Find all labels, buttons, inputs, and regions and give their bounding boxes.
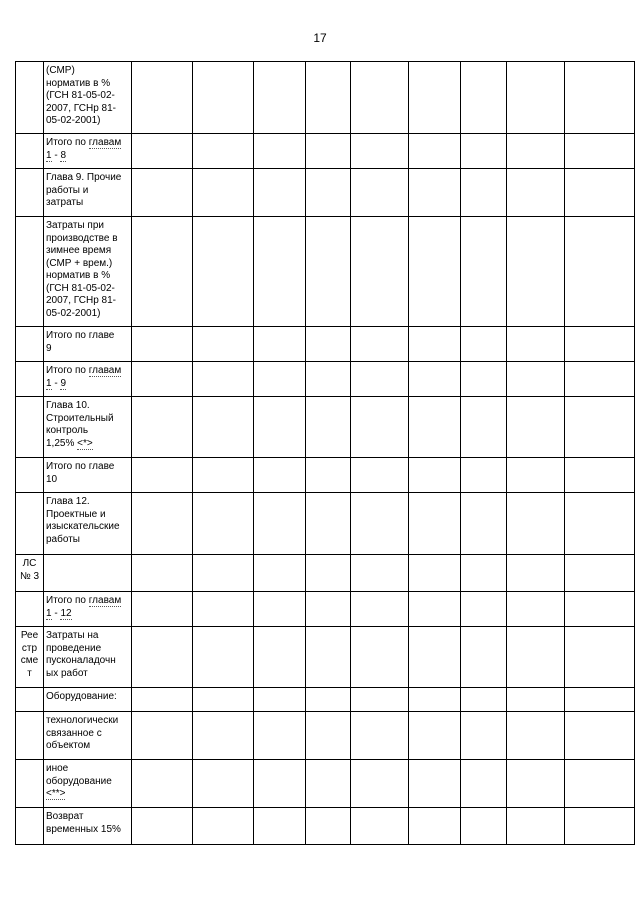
row-description-cell: [44, 397, 132, 458]
row-description-cell: [44, 688, 132, 712]
empty-value-cell: [409, 555, 461, 592]
empty-value-cell: [254, 592, 306, 627]
empty-value-cell: [409, 592, 461, 627]
table-row: [16, 760, 635, 808]
reference-link[interactable]: главам: [88, 365, 122, 376]
empty-value-cell: [565, 627, 635, 688]
empty-value-cell: [306, 397, 351, 458]
row-code-cell: [16, 808, 44, 845]
empty-value-cell: [461, 62, 507, 134]
empty-value-cell: [193, 627, 254, 688]
empty-value-cell: [132, 688, 193, 712]
empty-value-cell: [461, 362, 507, 397]
empty-value-cell: [306, 760, 351, 808]
row-description-cell: [44, 327, 132, 362]
table-row: [16, 217, 635, 327]
empty-value-cell: [306, 808, 351, 845]
empty-value-cell: [409, 397, 461, 458]
empty-value-cell: [351, 555, 409, 592]
empty-value-cell: [461, 688, 507, 712]
empty-value-cell: [132, 592, 193, 627]
row-code-cell: [16, 327, 44, 362]
empty-value-cell: [351, 397, 409, 458]
reference-link[interactable]: 9: [60, 377, 67, 389]
empty-value-cell: [193, 712, 254, 760]
empty-value-cell: [461, 555, 507, 592]
row-code-cell: [16, 458, 44, 493]
description-text: технологически связанное с объектом: [46, 715, 119, 751]
description-text: Возврат временных 15%: [46, 811, 121, 835]
row-code-cell: [16, 134, 44, 169]
empty-value-cell: [461, 712, 507, 760]
description-text: Итого по: [46, 595, 89, 606]
empty-value-cell: [306, 134, 351, 169]
description-text: Затраты при производстве в зимнее время (СМР + врем.) норматив в % (ГСН 81-05-02- 2007, ГСНр 81- 05-02-2001): [46, 220, 118, 319]
empty-value-cell: [306, 62, 351, 134]
empty-value-cell: [461, 134, 507, 169]
empty-value-cell: [409, 688, 461, 712]
empty-value-cell: [409, 169, 461, 217]
row-description-cell: [44, 134, 132, 169]
description-text: -: [51, 149, 61, 161]
empty-value-cell: [306, 493, 351, 555]
row-code-cell: [16, 169, 44, 217]
description-text: иное оборудование: [46, 763, 112, 787]
empty-value-cell: [254, 627, 306, 688]
empty-value-cell: [565, 458, 635, 493]
empty-value-cell: [132, 627, 193, 688]
empty-value-cell: [507, 555, 565, 592]
row-description-cell: [44, 712, 132, 760]
empty-value-cell: [306, 627, 351, 688]
empty-value-cell: [507, 217, 565, 327]
table-row: [16, 592, 635, 627]
empty-value-cell: [193, 808, 254, 845]
empty-value-cell: [193, 688, 254, 712]
empty-value-cell: [409, 760, 461, 808]
empty-value-cell: [254, 712, 306, 760]
empty-value-cell: [132, 134, 193, 169]
empty-value-cell: [132, 327, 193, 362]
empty-value-cell: [565, 62, 635, 134]
description-text: (СМР) норматив в % (ГСН 81-05-02- 2007, ГСНр 81- 05-02-2001): [46, 65, 117, 126]
row-code-cell: [16, 688, 44, 712]
empty-value-cell: [306, 592, 351, 627]
empty-value-cell: [507, 134, 565, 169]
empty-value-cell: [565, 555, 635, 592]
row-code-cell: [16, 592, 44, 627]
row-description-cell: [44, 555, 132, 592]
table-row: [16, 555, 635, 592]
empty-value-cell: [351, 808, 409, 845]
empty-value-cell: [507, 327, 565, 362]
empty-value-cell: [193, 592, 254, 627]
empty-value-cell: [254, 217, 306, 327]
row-code-cell: ЛС № 3: [16, 555, 44, 592]
empty-value-cell: [306, 458, 351, 493]
empty-value-cell: [507, 362, 565, 397]
description-text: Затраты на проведение пусконаладочн ых работ: [46, 630, 116, 679]
empty-value-cell: [565, 808, 635, 845]
empty-value-cell: [254, 134, 306, 169]
empty-value-cell: [409, 362, 461, 397]
description-text: Глава 9. Прочие работы и затраты: [46, 172, 122, 208]
row-code-cell: [16, 760, 44, 808]
empty-value-cell: [193, 62, 254, 134]
table-row: [16, 493, 635, 555]
row-code-cell: Рее стр сме т: [16, 627, 44, 688]
row-description-cell: [44, 592, 132, 627]
empty-value-cell: [254, 458, 306, 493]
empty-value-cell: [351, 169, 409, 217]
empty-value-cell: [254, 169, 306, 217]
empty-value-cell: [565, 712, 635, 760]
page-number: 17: [313, 31, 327, 45]
row-description-cell: [44, 627, 132, 688]
empty-value-cell: [132, 217, 193, 327]
empty-value-cell: [254, 760, 306, 808]
row-description-cell: [44, 808, 132, 845]
description-text: -: [51, 607, 61, 619]
table-row: [16, 712, 635, 760]
empty-value-cell: [565, 688, 635, 712]
empty-value-cell: [565, 169, 635, 217]
empty-value-cell: [507, 760, 565, 808]
reference-link[interactable]: 12: [60, 607, 72, 619]
empty-value-cell: [254, 327, 306, 362]
empty-value-cell: [565, 362, 635, 397]
table-row: [16, 688, 635, 712]
empty-value-cell: [507, 712, 565, 760]
empty-value-cell: [306, 169, 351, 217]
empty-value-cell: [193, 169, 254, 217]
empty-value-cell: [461, 592, 507, 627]
empty-value-cell: [351, 362, 409, 397]
empty-value-cell: [132, 760, 193, 808]
empty-value-cell: [132, 62, 193, 134]
empty-value-cell: [306, 217, 351, 327]
table-row: [16, 362, 635, 397]
table-row: [16, 808, 635, 845]
row-code-cell: [16, 712, 44, 760]
empty-value-cell: [409, 493, 461, 555]
table-row: [16, 327, 635, 362]
empty-value-cell: [507, 62, 565, 134]
empty-value-cell: [565, 493, 635, 555]
empty-value-cell: [409, 134, 461, 169]
empty-value-cell: [409, 712, 461, 760]
row-code-cell: [16, 362, 44, 397]
empty-value-cell: [193, 327, 254, 362]
row-description-cell: [44, 62, 132, 134]
empty-value-cell: [565, 397, 635, 458]
empty-value-cell: [351, 62, 409, 134]
empty-value-cell: [507, 458, 565, 493]
empty-value-cell: [507, 397, 565, 458]
empty-value-cell: [193, 493, 254, 555]
empty-value-cell: [132, 712, 193, 760]
reference-link[interactable]: <*>: [77, 437, 93, 449]
empty-value-cell: [409, 62, 461, 134]
empty-value-cell: [507, 169, 565, 217]
estimate-table: [15, 61, 635, 845]
empty-value-cell: [461, 327, 507, 362]
empty-value-cell: [409, 808, 461, 845]
empty-value-cell: [461, 627, 507, 688]
empty-value-cell: [193, 362, 254, 397]
table-row: [16, 397, 635, 458]
reference-link[interactable]: 1: [46, 149, 52, 161]
empty-value-cell: [306, 688, 351, 712]
empty-value-cell: [565, 327, 635, 362]
row-description-cell: [44, 362, 132, 397]
empty-value-cell: [306, 712, 351, 760]
empty-value-cell: [351, 217, 409, 327]
empty-value-cell: [132, 397, 193, 458]
empty-value-cell: [254, 493, 306, 555]
row-description-cell: [44, 458, 132, 493]
empty-value-cell: [507, 688, 565, 712]
empty-value-cell: [132, 458, 193, 493]
empty-value-cell: [351, 688, 409, 712]
description-text: -: [51, 377, 61, 389]
empty-value-cell: [306, 555, 351, 592]
empty-value-cell: [461, 217, 507, 327]
table-row: [16, 627, 635, 688]
table-row: [16, 62, 635, 134]
description-text: Глава 10. Строительный контроль 1,25%: [46, 400, 114, 449]
empty-value-cell: [409, 327, 461, 362]
empty-value-cell: [507, 627, 565, 688]
empty-value-cell: [306, 327, 351, 362]
empty-value-cell: [507, 493, 565, 555]
description-text: Итого по главе 10: [46, 461, 115, 485]
empty-value-cell: [351, 458, 409, 493]
row-description-cell: [44, 217, 132, 327]
row-description-cell: [44, 493, 132, 555]
empty-value-cell: [351, 712, 409, 760]
empty-value-cell: [254, 688, 306, 712]
row-description-cell: [44, 169, 132, 217]
empty-value-cell: [351, 134, 409, 169]
empty-value-cell: [193, 217, 254, 327]
empty-value-cell: [565, 217, 635, 327]
empty-value-cell: [351, 627, 409, 688]
table-row: [16, 134, 635, 169]
row-description-cell: [44, 760, 132, 808]
empty-value-cell: [351, 760, 409, 808]
empty-value-cell: [193, 458, 254, 493]
empty-value-cell: [461, 760, 507, 808]
description-text: Итого по: [46, 365, 89, 376]
empty-value-cell: [132, 169, 193, 217]
reference-link[interactable]: 1: [46, 377, 52, 389]
reference-link[interactable]: 8: [60, 149, 67, 161]
row-code-cell: [16, 397, 44, 458]
empty-value-cell: [132, 808, 193, 845]
empty-value-cell: [409, 458, 461, 493]
empty-value-cell: [351, 327, 409, 362]
empty-value-cell: [409, 217, 461, 327]
empty-value-cell: [507, 592, 565, 627]
empty-value-cell: [306, 362, 351, 397]
reference-link[interactable]: <**>: [46, 788, 66, 799]
description-text: Глава 12. Проектные и изыскательские работы: [46, 496, 120, 545]
row-code-cell: [16, 62, 44, 134]
empty-value-cell: [193, 760, 254, 808]
empty-value-cell: [132, 493, 193, 555]
empty-value-cell: [565, 134, 635, 169]
empty-value-cell: [254, 808, 306, 845]
table-row: [16, 169, 635, 217]
description-text: Оборудование:: [46, 691, 117, 702]
row-code-cell: [16, 217, 44, 327]
reference-link[interactable]: главам: [88, 595, 122, 606]
empty-value-cell: [193, 555, 254, 592]
empty-value-cell: [461, 458, 507, 493]
empty-value-cell: [461, 808, 507, 845]
reference-link[interactable]: главам: [88, 137, 122, 148]
empty-value-cell: [461, 169, 507, 217]
empty-value-cell: [461, 397, 507, 458]
reference-link[interactable]: 1: [46, 607, 52, 619]
description-text: Итого по главе 9: [46, 330, 115, 354]
description-text: Итого по: [46, 137, 89, 148]
empty-value-cell: [351, 493, 409, 555]
empty-value-cell: [507, 808, 565, 845]
empty-value-cell: [254, 62, 306, 134]
empty-value-cell: [409, 627, 461, 688]
empty-value-cell: [254, 362, 306, 397]
table-row: [16, 458, 635, 493]
empty-value-cell: [132, 555, 193, 592]
empty-value-cell: [351, 592, 409, 627]
empty-value-cell: [193, 134, 254, 169]
empty-value-cell: [254, 555, 306, 592]
empty-value-cell: [565, 760, 635, 808]
empty-value-cell: [254, 397, 306, 458]
empty-value-cell: [461, 493, 507, 555]
empty-value-cell: [565, 592, 635, 627]
empty-value-cell: [193, 397, 254, 458]
row-code-cell: [16, 493, 44, 555]
empty-value-cell: [132, 362, 193, 397]
